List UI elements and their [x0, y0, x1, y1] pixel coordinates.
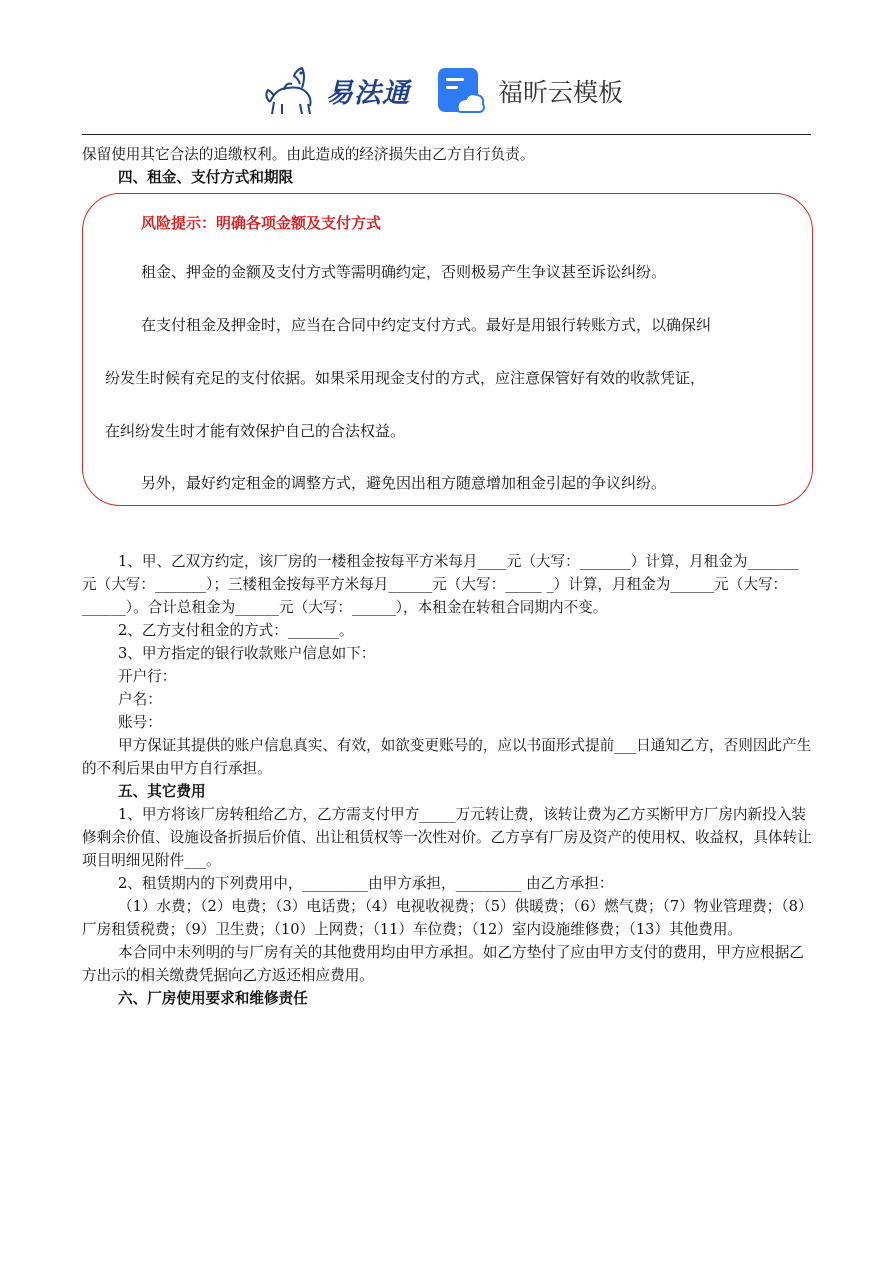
account-guarantee: 甲方保证其提供的账户信息真实、有效，如欲变更账号的，应以书面形式提前___日通知乙方，否则因此产生的不利后果由甲方自行承担。 [82, 737, 812, 777]
account-number-line: 账号： [118, 714, 162, 731]
bank-name-line: 开户行： [118, 668, 177, 685]
clause-4-3: 3、甲方指定的银行收款账户信息如下： [118, 645, 376, 662]
continuation-line: 保留使用其它合法的追缴权利。由此造成的经济损失由乙方自行负责。 [82, 146, 535, 163]
clause-4-2: 2、乙方支付租金的方式：_______。 [118, 622, 354, 639]
document-body [82, 143, 812, 189]
clause-4-1: 1、甲、乙双方约定，该厂房的一楼租金按每平方米每月____元（大写：_______）计算，月租金为_______元（大写：_______）；三楼租金按每平方米每月______元（大写：_____ _）计算，月租金为______元（大写：______）。合计总租金为______元（大写：______），本租金在转租合同期内不变。 [82, 553, 799, 616]
clause-5-1: 1、甲方将该厂房转租给乙方，乙方需支付甲方_____万元转让费，该转让费为乙方买断甲方厂房内新投入装修剩余价值、设施设备折损后价值、出让租赁权等一次性对价。乙方享有厂房及资产的使用权、收益权，具体转让项目明细见附件___。 [82, 806, 812, 869]
qilin-icon [262, 62, 322, 118]
logo-right-text: 福昕云模板 [498, 78, 624, 107]
section-6-heading: 六、厂房使用要求和维修责任 [118, 990, 308, 1007]
other-fees-clause: 本合同中未列明的与厂房有关的其他费用均由甲方承担。如乙方垫付了应由甲方支付的费用，甲方应根据乙方出示的相关缴费凭据向乙方返还相应费用。 [82, 944, 804, 984]
risk-paragraph-1: 租金、押金的金额及支付方式等需明确约定，否则极易产生争议甚至诉讼纠纷。 [141, 263, 667, 281]
document-body-continued [82, 550, 812, 1010]
risk-paragraph-3: 另外，最好约定租金的调整方式，避免因出租方随意增加租金引起的争议纠纷。 [141, 474, 667, 492]
risk-notice-box [82, 193, 813, 506]
fee-list: （1）水费；（2）电费；（3）电话费；（4）电视收视费；（5）供暖费；（6）燃气费；（7）物业管理费；（8）厂房租赁税费；（9）卫生费；（10）上网费；（11）车位费；（12）室内设施维修费；（13）其他费用。 [82, 898, 806, 938]
foxit-template-logo [436, 66, 623, 116]
cloud-document-icon [436, 66, 486, 116]
header-divider [82, 134, 811, 135]
risk-paragraph-2-line-1: 在支付租金及押金时，应当在合同中约定支付方式。最好是用银行转账方式，以确保纠 [141, 316, 712, 334]
risk-paragraph-2-line-3: 在纠纷发生时才能有效保护自己的合法权益。 [105, 422, 406, 440]
risk-notice-title: 风险提示：明确各项金额及支付方式 [141, 214, 382, 232]
page-header [0, 0, 893, 135]
logo-left-text: 易法通 [326, 77, 410, 109]
yifatong-logo [262, 62, 410, 118]
clause-5-2: 2、租赁期内的下列费用中，_________由甲方承担，_________ 由乙方承担： [118, 875, 614, 892]
account-holder-line: 户名： [118, 691, 162, 708]
risk-paragraph-2-line-2: 纷发生时候有充足的支付依据。如果采用现金支付的方式，应注意保管好有效的收款凭证， [105, 369, 706, 387]
section-5-heading: 五、其它费用 [118, 783, 206, 800]
section-4-heading: 四、租金、支付方式和期限 [118, 169, 294, 186]
